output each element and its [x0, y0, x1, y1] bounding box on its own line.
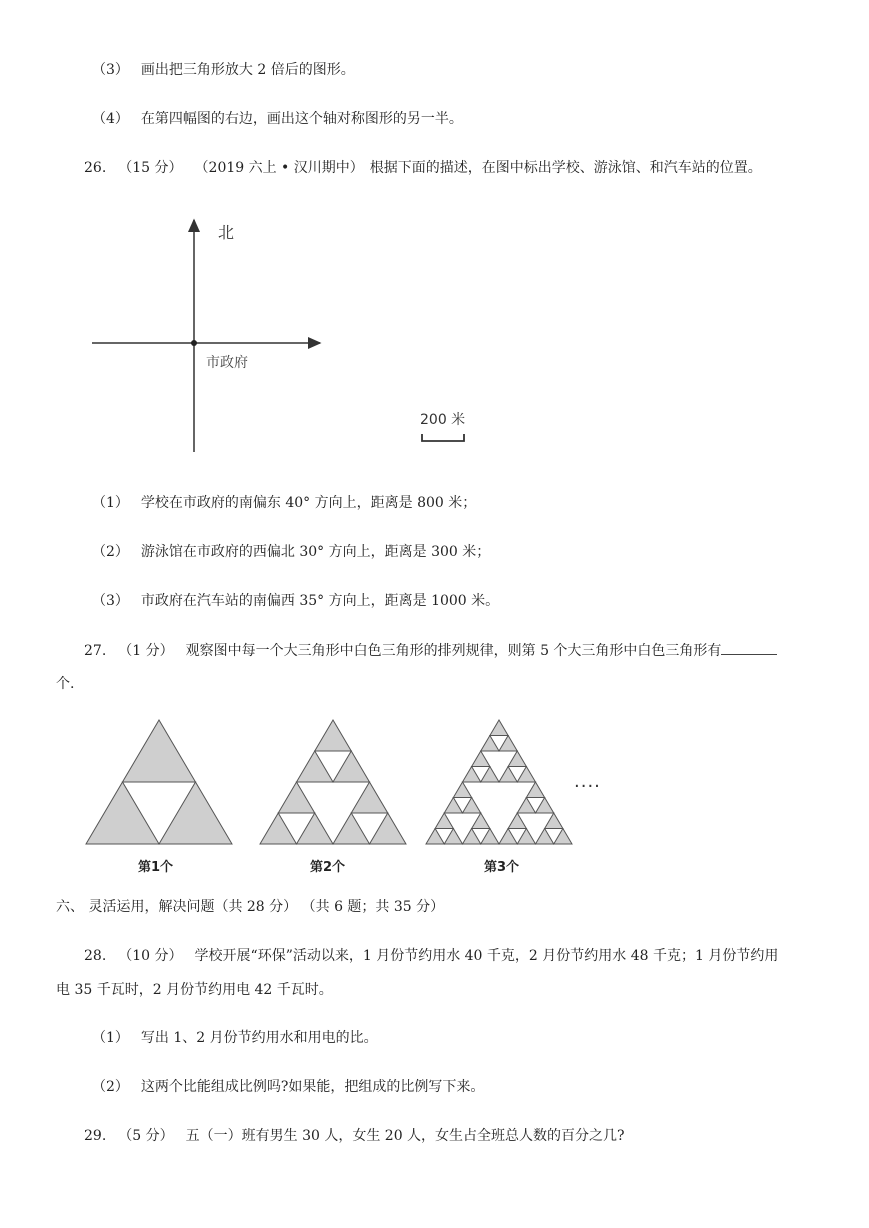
sierpinski-figures [80, 712, 620, 852]
q28-sub2: （2） 这两个比能组成比例吗?如果能，把组成的比例写下来。 [92, 1079, 485, 1095]
figure-2-label: 第2个 [310, 860, 346, 875]
north-label: 北 [218, 223, 235, 242]
triangle-figure-2 [260, 720, 406, 844]
city-hall-point [191, 340, 197, 346]
q28-stem: 28. （10 分） 学校开展“环保”活动以来，1 月份节约用水 40 千克，2 月份节约用水 48 千克；1 月份节约用 [84, 948, 779, 964]
q25-sub4: （4） 在第四幅图的右边，画出这个轴对称图形的另一半。 [92, 111, 463, 127]
triangle-figure-1 [86, 720, 232, 844]
q26-stem: 26. （15 分） （2019 六上 • 汉川期中） 根据下面的描述，在图中标出学校、游泳馆、和汽车站的位置。 [84, 160, 762, 176]
q28-stem-cont: 电 35 千瓦时，2 月份节约用电 42 千瓦时。 [56, 982, 333, 998]
triangle-figure-3 [426, 720, 572, 844]
q25-sub3: （3） 画出把三角形放大 2 倍后的图形。 [92, 62, 355, 78]
figure-1-label: 第1个 [138, 860, 174, 875]
q27-tail: 个. [56, 676, 75, 692]
q29-stem: 29. （5 分） 五（一）班有男生 30 人，女生 20 人，女生占全班总人数的百分之几? [84, 1128, 625, 1144]
answer-blank[interactable] [721, 640, 777, 655]
section-6-title: 六、 灵活运用，解决问题（共 28 分） （共 6 题；共 35 分） [56, 899, 445, 915]
q27-stem: 27. （1 分） 观察图中每一个大三角形中白色三角形的排列规律，则第 5 个大三角形中白色三角形有 [84, 640, 777, 661]
scale-bar [422, 434, 464, 441]
q26-sub3: （3） 市政府在汽车站的南偏西 35° 方向上，距离是 1000 米。 [92, 593, 500, 609]
q26-sub1: （1） 学校在市政府的南偏东 40° 方向上，距离是 800 米； [92, 495, 477, 511]
direction-map [80, 210, 480, 460]
ellipsis: ···· [574, 776, 601, 797]
q28-sub1: （1） 写出 1、2 月份节约用水和用电的比。 [92, 1030, 378, 1046]
figure-3-label: 第3个 [484, 860, 520, 875]
q26-sub2: （2） 游泳馆在市政府的西偏北 30° 方向上，距离是 300 米； [92, 544, 491, 560]
scale-label: 200 米 [420, 412, 466, 428]
city-hall-label: 市政府 [206, 355, 248, 371]
